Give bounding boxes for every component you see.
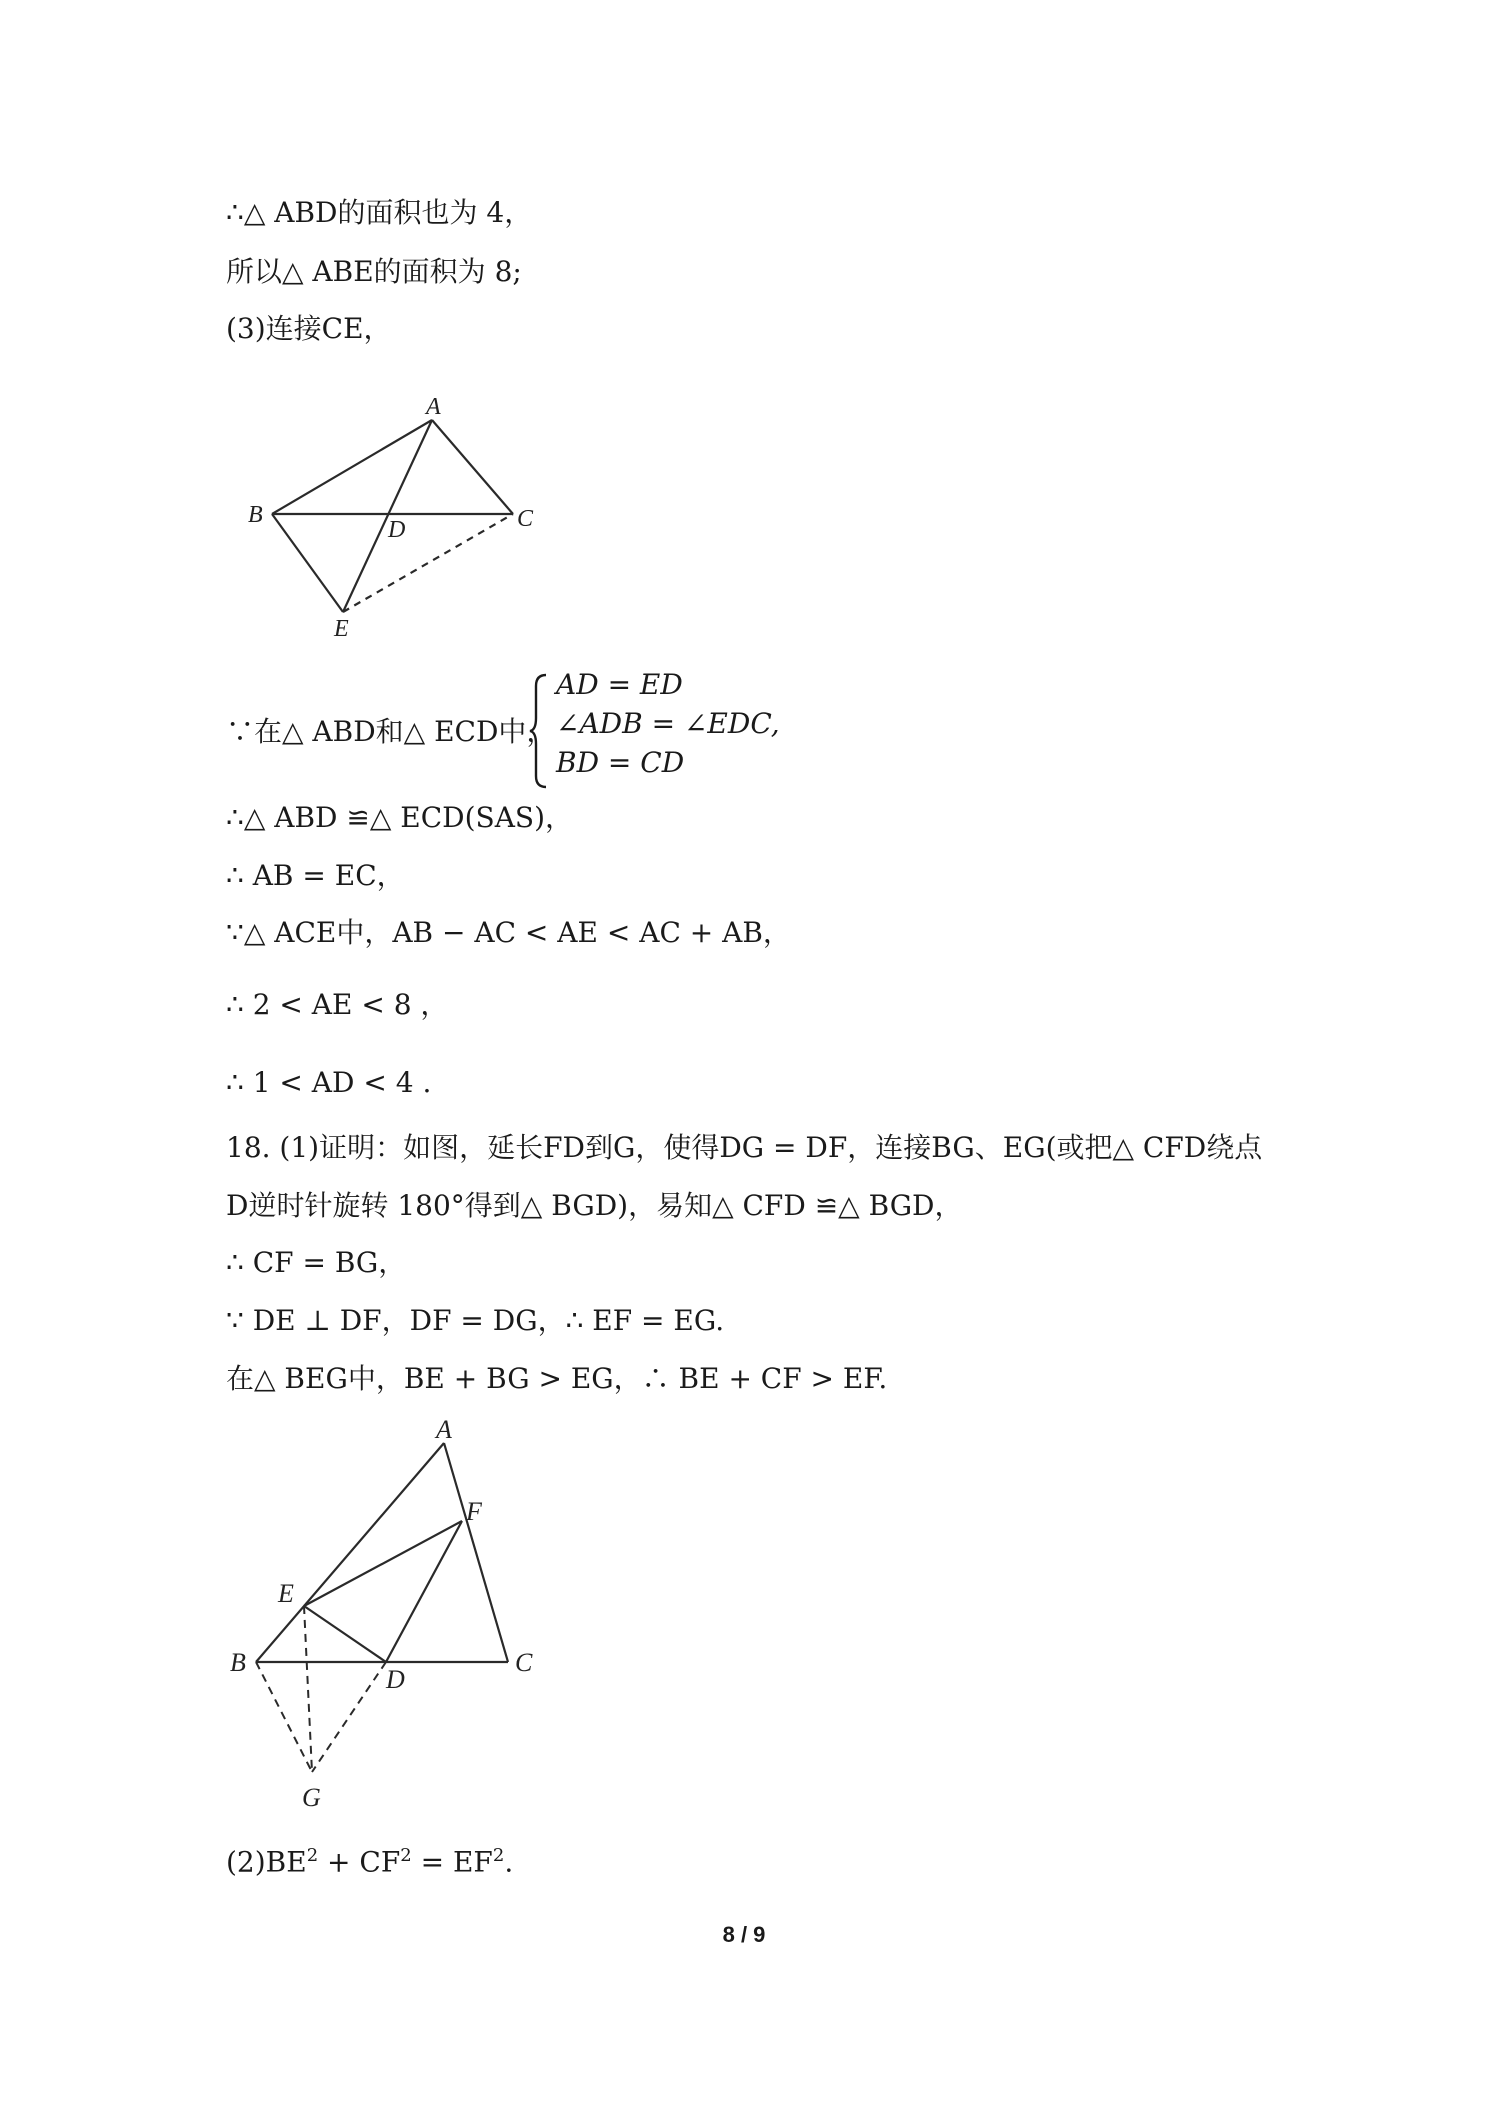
eq-part-cf: + CF	[318, 1845, 401, 1879]
segment-eg-dashed	[304, 1606, 312, 1772]
segment-bg-dashed	[256, 1662, 312, 1772]
text-line-14: 在△ BEG中，BE + BG > EG，∴ BE + CF > EF.	[226, 1362, 888, 1395]
text-line-5: ∴△ ABD ≌△ ECD(SAS)，	[226, 801, 574, 834]
label-d: D	[386, 1665, 405, 1694]
system-eq-2: ∠ADB = ∠EDC,	[556, 707, 780, 740]
label-d: D	[388, 517, 406, 543]
text-line-10: 18. (1)证明：如图，延长FD到G，使得DG = DF，连接BG、EG(或把△ CFD绕点	[226, 1131, 1263, 1164]
segment-ac	[444, 1443, 508, 1662]
text-line-15	[226, 1836, 513, 1882]
label-e: E	[278, 1579, 294, 1608]
text-line-2: 所以△ ABE的面积为 8;	[226, 255, 522, 288]
segment-dg-dashed	[312, 1662, 386, 1772]
figure-1-triangle-abd-ecd	[230, 390, 560, 650]
segment-ae	[343, 420, 432, 612]
label-g: G	[302, 1783, 321, 1812]
system-eq-1: AD = ED	[556, 668, 683, 701]
system-brace	[528, 672, 550, 790]
segment-ab	[256, 1443, 444, 1662]
label-c: C	[515, 1648, 533, 1677]
label-a: A	[426, 394, 441, 420]
text-line-12: ∴ CF = BG，	[226, 1246, 407, 1279]
system-eq-3: BD = CD	[556, 746, 685, 779]
segment-ac	[432, 420, 513, 514]
figure-2-triangle-abc	[226, 1420, 566, 1820]
segment-ce-dashed	[343, 514, 513, 612]
label-b: B	[230, 1648, 246, 1677]
eq-exp-1: 2	[306, 1845, 319, 1866]
text-line-6: ∴ AB = EC，	[226, 859, 405, 892]
text-line-1: ∴△ ABD的面积也为 4，	[226, 196, 533, 229]
page-number: 8 / 9	[722, 1922, 766, 1947]
label-e: E	[334, 616, 349, 642]
segment-ed	[304, 1606, 386, 1662]
eq-exp-2: 2	[400, 1845, 412, 1866]
text-line-7: ∵△ ACE中，AB − AC < AE < AC + AB，	[226, 916, 791, 949]
label-c: C	[517, 506, 534, 532]
text-line-9: ∴ 1 < AD < 4 .	[226, 1066, 432, 1099]
eq-part-be: (2)BE	[226, 1845, 307, 1879]
text-line-3: (3)连接CE，	[226, 312, 392, 345]
eq-exp-3: 2	[492, 1845, 505, 1866]
text-line-11: D逆时针旋转 180°得到△ BGD)，易知△ CFD ≌△ BGD，	[226, 1189, 963, 1222]
text-line-4: ∵在△ ABD和△ ECD中，	[226, 715, 555, 748]
eq-part-ef: = EF	[411, 1845, 493, 1879]
text-line-13: ∵ DE ⊥ DF，DF = DG，∴ EF = EG.	[226, 1304, 725, 1337]
segment-be	[272, 514, 343, 612]
label-b: B	[248, 502, 263, 528]
label-f: F	[466, 1497, 482, 1526]
eq-period: .	[504, 1845, 514, 1879]
text-line-8: ∴ 2 < AE < 8 ，	[226, 988, 449, 1021]
segment-ab	[272, 420, 432, 514]
label-a: A	[436, 1420, 452, 1444]
